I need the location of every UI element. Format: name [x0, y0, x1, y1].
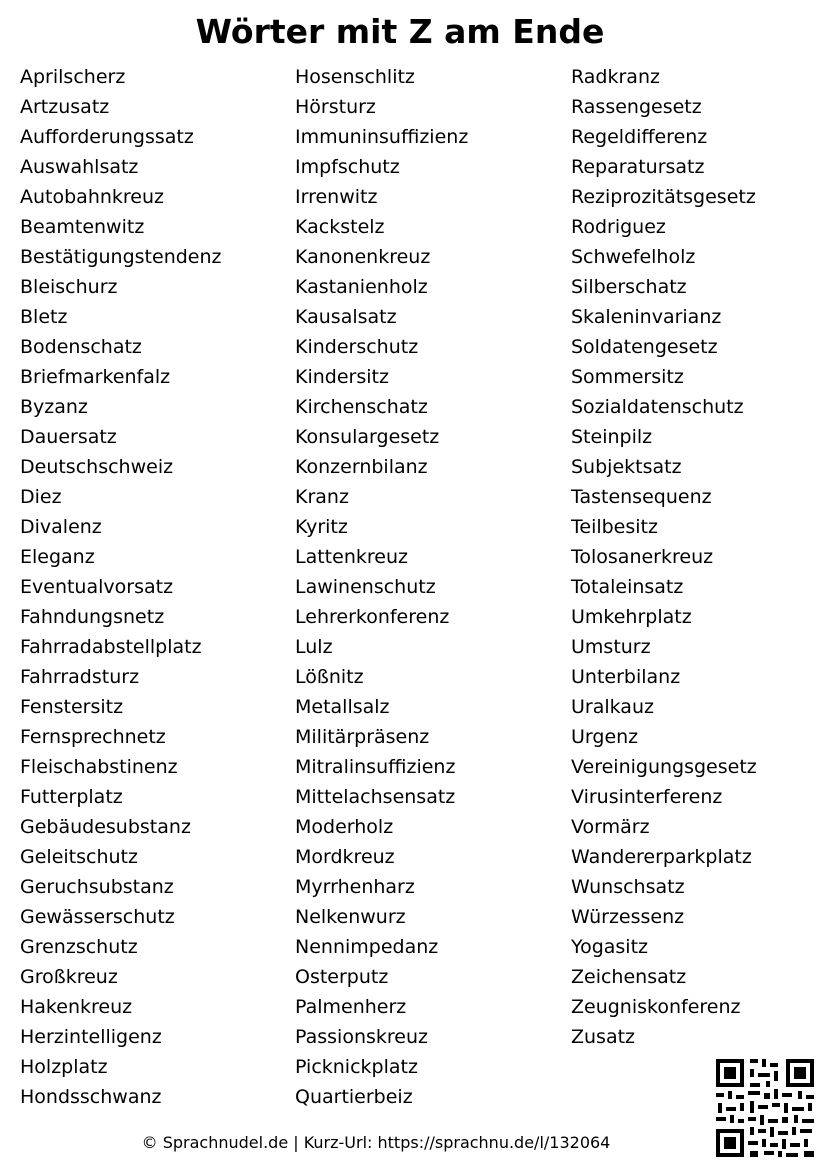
word-item: Fenstersitz — [20, 696, 124, 718]
word-column-1 — [20, 62, 222, 1112]
word-item: Aprilscherz — [20, 66, 126, 88]
word-item: Lattenkreuz — [295, 546, 408, 568]
word-item: Totaleinsatz — [571, 576, 684, 598]
word-item: Bestätigungstendenz — [20, 246, 222, 268]
word-item: Quartierbeiz — [295, 1086, 413, 1108]
word-item: Deutschschweiz — [20, 456, 174, 478]
word-item: Lößnitz — [295, 666, 364, 688]
word-item: Myrrhenharz — [295, 876, 415, 898]
word-item: Fernsprechnetz — [20, 726, 166, 748]
word-item: Umkehrplatz — [571, 606, 692, 628]
word-item: Rodriguez — [571, 216, 666, 238]
word-item: Lawinenschutz — [295, 576, 436, 598]
word-item: Geleitschutz — [20, 846, 138, 868]
word-item: Konsulargesetz — [295, 426, 440, 448]
word-item: Zeichensatz — [571, 966, 687, 988]
word-item: Kackstelz — [295, 216, 385, 238]
word-item: Auswahlsatz — [20, 156, 139, 178]
word-item: Artzusatz — [20, 96, 110, 118]
word-item: Bleischurz — [20, 276, 118, 298]
word-item: Soldatengesetz — [571, 336, 718, 358]
word-item: Autobahnkreuz — [20, 186, 165, 208]
word-item: Fahndungsnetz — [20, 606, 165, 628]
word-item: Moderholz — [295, 816, 394, 838]
word-item: Impfschutz — [295, 156, 400, 178]
word-item: Diez — [20, 486, 62, 508]
word-item: Zusatz — [571, 1026, 636, 1048]
word-item: Nennimpedanz — [295, 936, 439, 958]
word-item: Tastensequenz — [571, 486, 712, 508]
word-item: Hondsschwanz — [20, 1086, 162, 1108]
word-item: Osterputz — [295, 966, 389, 988]
word-item: Metallsalz — [295, 696, 390, 718]
word-item: Kausalsatz — [295, 306, 397, 328]
page-title: Wörter mit Z am Ende — [195, 12, 605, 51]
word-item: Fahrradabstellplatz — [20, 636, 202, 658]
word-item: Geruchsubstanz — [20, 876, 174, 898]
word-item: Kyritz — [295, 516, 348, 538]
word-column-2 — [295, 62, 468, 1112]
word-item: Würzessenz — [571, 906, 685, 928]
word-item: Umsturz — [571, 636, 651, 658]
word-item: Grenzschutz — [20, 936, 138, 958]
word-item: Bodenschatz — [20, 336, 142, 358]
word-item: Fahrradsturz — [20, 666, 140, 688]
word-item: Hakenkreuz — [20, 996, 133, 1018]
word-item: Großkreuz — [20, 966, 118, 988]
word-item: Rassengesetz — [571, 96, 702, 118]
word-item: Mittelachsensatz — [295, 786, 456, 808]
word-item: Mordkreuz — [295, 846, 395, 868]
word-item: Vereinigungsgesetz — [571, 756, 757, 778]
word-item: Divalenz — [20, 516, 102, 538]
word-item: Regeldifferenz — [571, 126, 708, 148]
word-item: Steinpilz — [571, 426, 653, 448]
word-item: Unterbilanz — [571, 666, 681, 688]
word-item: Schwefelholz — [571, 246, 696, 268]
word-item: Aufforderungssatz — [20, 126, 194, 148]
word-item: Futterplatz — [20, 786, 123, 808]
word-item: Wandererparkplatz — [571, 846, 752, 868]
word-item: Byzanz — [20, 396, 88, 418]
word-item: Sozialdatenschutz — [571, 396, 744, 418]
word-item: Reziprozitätsgesetz — [571, 186, 756, 208]
word-item: Kirchenschatz — [295, 396, 428, 418]
word-item: Eventualvorsatz — [20, 576, 174, 598]
word-item: Virusinterferenz — [571, 786, 723, 808]
word-item: Militärpräsenz — [295, 726, 430, 748]
word-item: Dauersatz — [20, 426, 117, 448]
word-item: Zeugniskonferenz — [571, 996, 741, 1018]
word-item: Holzplatz — [20, 1056, 108, 1078]
word-item: Teilbesitz — [571, 516, 658, 538]
word-item: Kranz — [295, 486, 349, 508]
word-item: Radkranz — [571, 66, 660, 88]
word-item: Wunschsatz — [571, 876, 685, 898]
word-item: Kinderschutz — [295, 336, 419, 358]
word-item: Kanonenkreuz — [295, 246, 431, 268]
word-item: Uralkauz — [571, 696, 654, 718]
word-item: Konzernbilanz — [295, 456, 428, 478]
word-item: Yogasitz — [571, 936, 649, 958]
word-item: Lehrerkonferenz — [295, 606, 450, 628]
word-item: Immuninsuffizienz — [295, 126, 469, 148]
word-item: Hosenschlitz — [295, 66, 415, 88]
word-item: Briefmarkenfalz — [20, 366, 171, 388]
word-item: Picknickplatz — [295, 1056, 418, 1078]
word-item: Beamtenwitz — [20, 216, 145, 238]
word-item: Kindersitz — [295, 366, 389, 388]
word-item: Lulz — [295, 636, 333, 658]
word-item: Bletz — [20, 306, 68, 328]
word-item: Fleischabstinenz — [20, 756, 178, 778]
word-item: Eleganz — [20, 546, 95, 568]
word-item: Reparatursatz — [571, 156, 705, 178]
word-item: Herzintelligenz — [20, 1026, 162, 1048]
word-item: Irrenwitz — [295, 186, 378, 208]
word-item: Mitralinsuffizienz — [295, 756, 456, 778]
word-item: Urgenz — [571, 726, 639, 748]
word-item: Kastanienholz — [295, 276, 428, 298]
word-column-3 — [571, 62, 757, 1052]
word-item: Nelkenwurz — [295, 906, 406, 928]
word-item: Silberschatz — [571, 276, 687, 298]
word-item: Skaleninvarianz — [571, 306, 722, 328]
word-item: Gewässerschutz — [20, 906, 175, 928]
word-item: Subjektsatz — [571, 456, 682, 478]
word-item: Gebäudesubstanz — [20, 816, 191, 838]
word-item: Palmenherz — [295, 996, 407, 1018]
word-item: Passionskreuz — [295, 1026, 428, 1048]
word-item: Tolosanerkreuz — [571, 546, 714, 568]
footer-credit: © Sprachnudel.de | Kurz-Url: https://sprachnu.de/l/132064 — [141, 1133, 611, 1152]
word-item: Hörsturz — [295, 96, 376, 118]
word-item: Vormärz — [571, 816, 650, 838]
word-item: Sommersitz — [571, 366, 684, 388]
